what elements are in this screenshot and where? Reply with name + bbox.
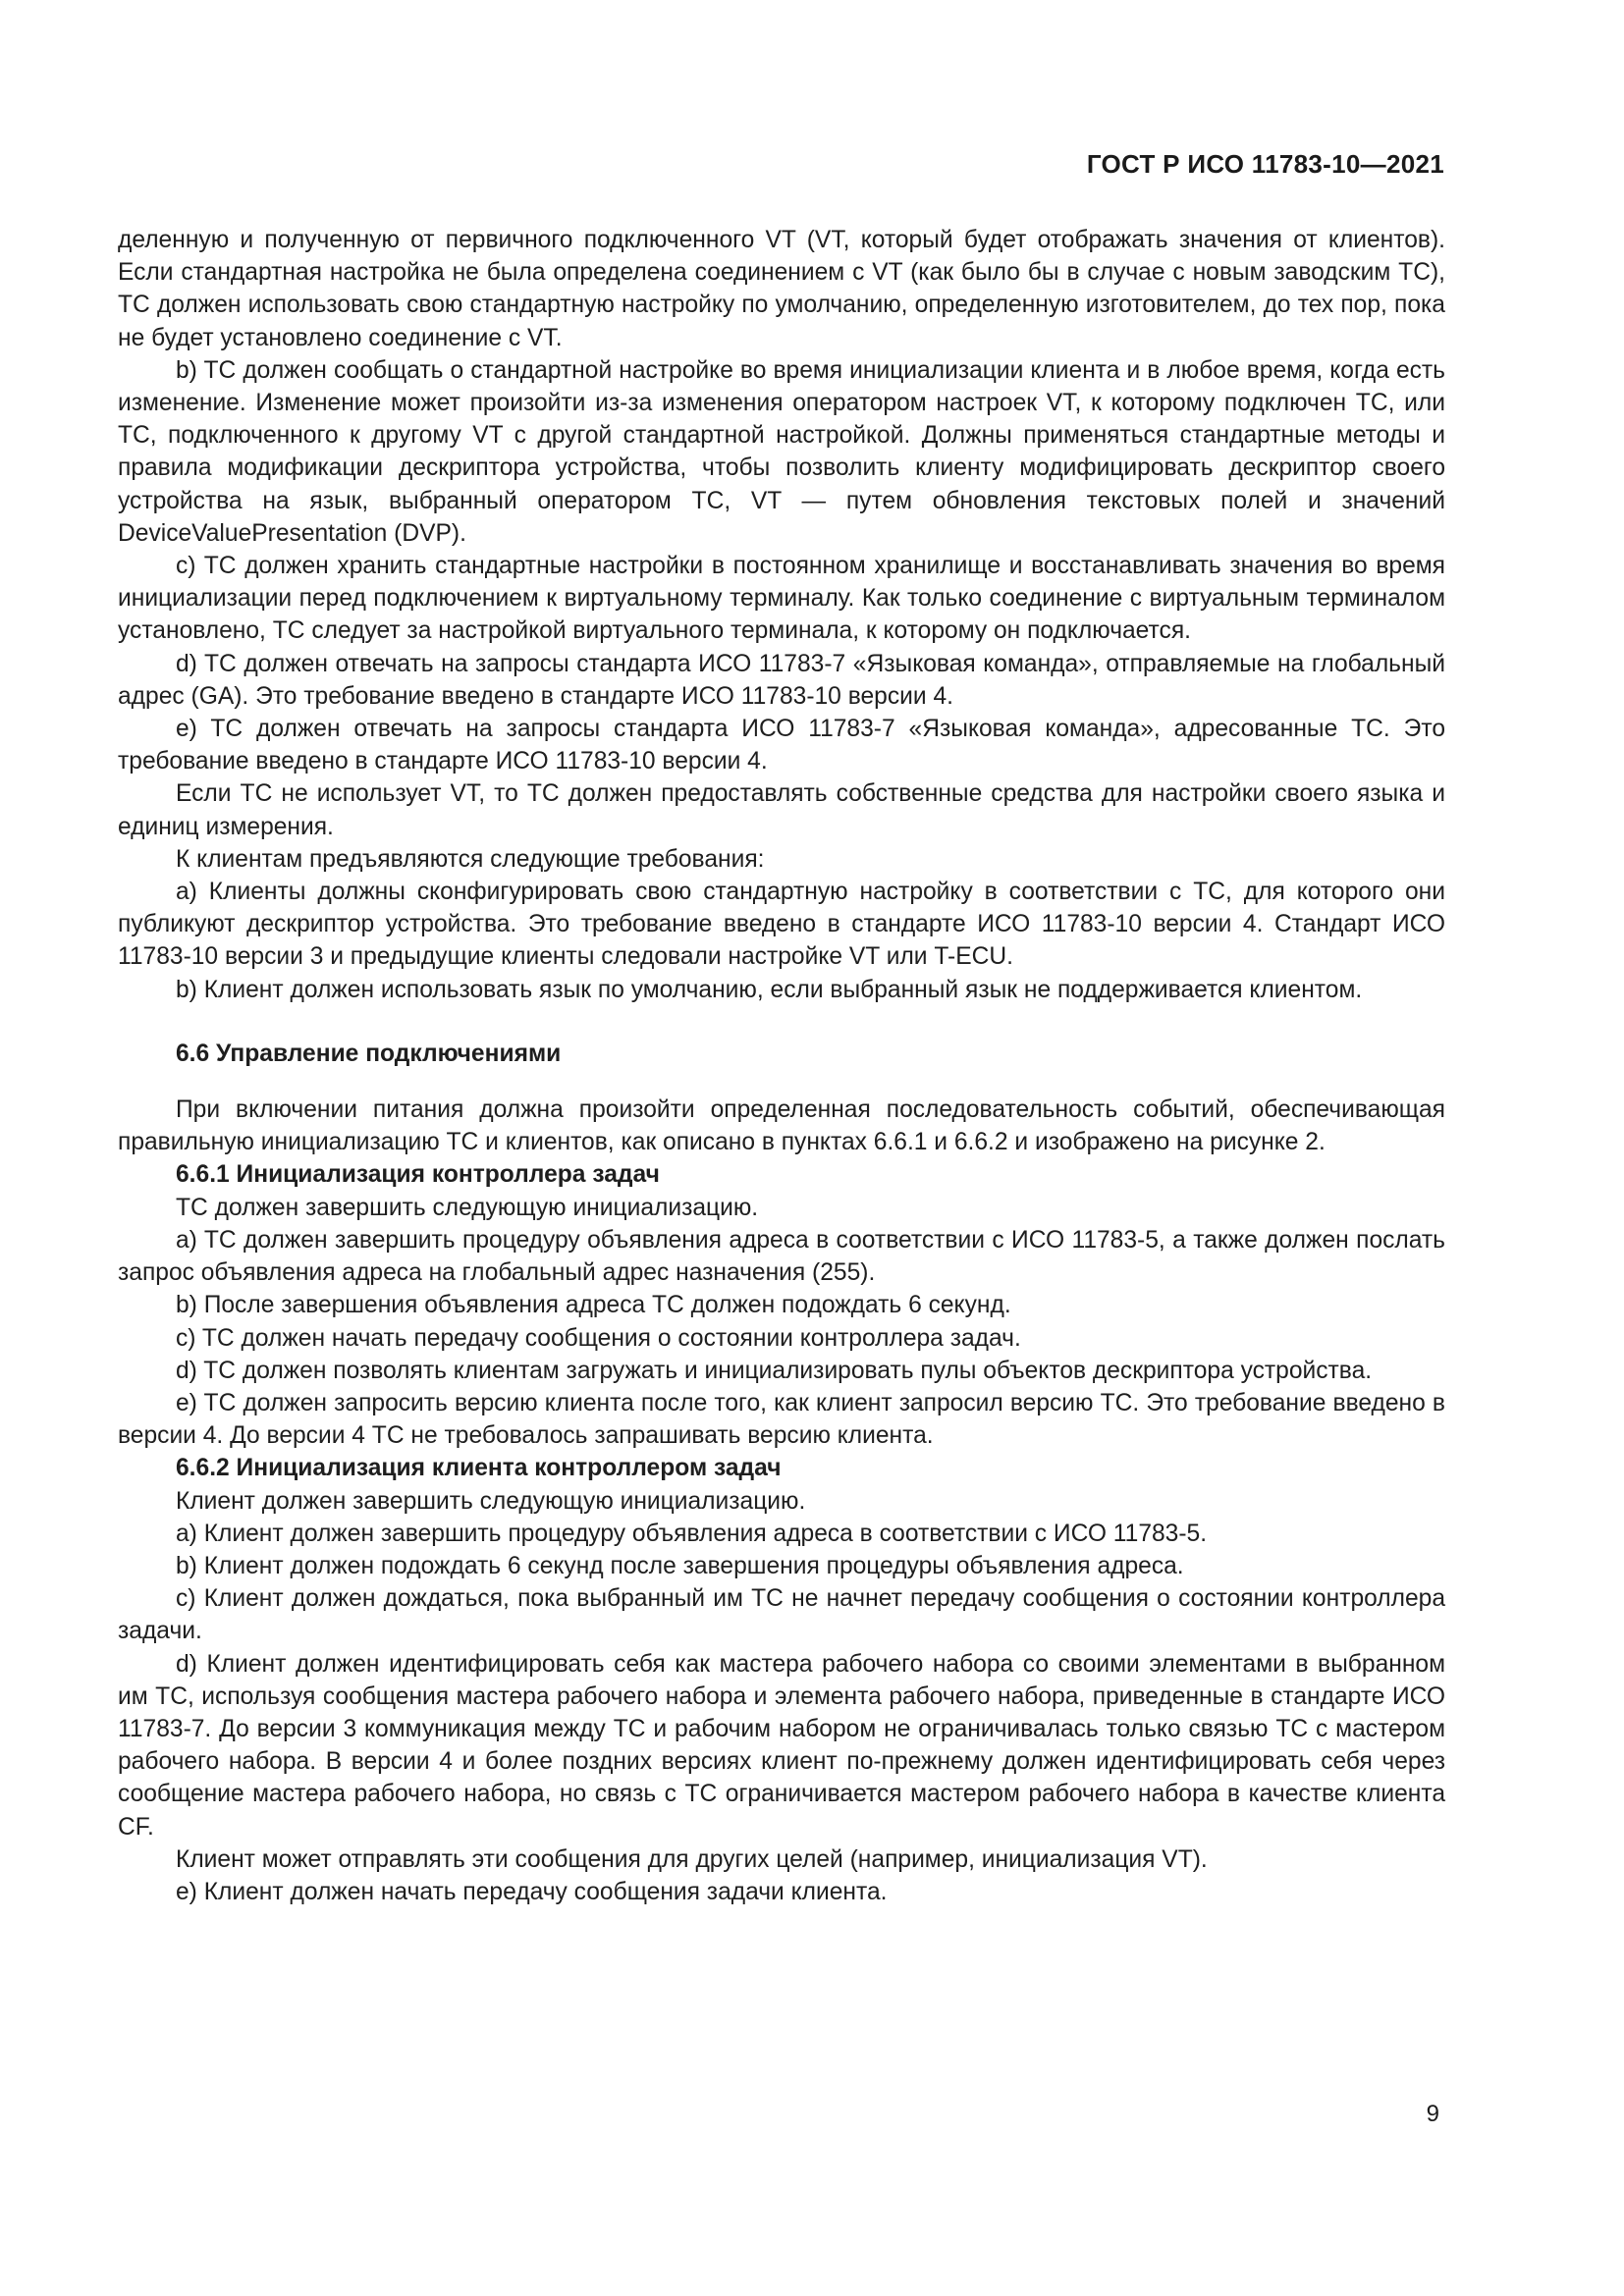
list-item-a: a) TC должен завершить процедуру объявления адреса в соответствии с ИСО 11783-5, а также должен послать запрос объявления адреса на глобальный адрес назначения (255). xyxy=(118,1226,1445,1287)
page-number: 9 xyxy=(1426,2101,1439,2127)
section-heading-6-6: 6.6 Управление подключениями xyxy=(176,1040,562,1067)
list-item-b: b) Клиент должен использовать язык по умолчанию, если выбранный язык не поддерживается клиентом. xyxy=(176,976,1363,1003)
list-item-e: e) Клиент должен начать передачу сообщения задачи клиента. xyxy=(176,1878,888,1905)
paragraph: TC должен завершить следующую инициализацию. xyxy=(176,1194,759,1221)
list-item-b: b) TC должен сообщать о стандартной настройке во время инициализации клиента и в любое время, когда есть изменение. Изменение может произойти из-за изменения оператором настроек VT, к которому подключен TC, или TC, подключенного к другому VT с другой стандартной настройкой. Должны применяться стандартные методы и правила модификации дескриптора устройства, чтобы позволить клиенту модифицировать дескриптор своего устройства на язык, выбранный оператором TC, VT — путем обновления текстовых полей и значений DeviceValuePresentation (DVP). xyxy=(118,356,1445,547)
paragraph: Клиент должен завершить следующую инициализацию. xyxy=(176,1487,806,1515)
list-item-e: e) TC должен отвечать на запросы стандарта ИСО 11783-7 «Языковая команда», адресованные TC. Это требование введено в стандарте ИСО 11783-10 версии 4. xyxy=(118,716,1445,775)
list-item-c: c) TC должен хранить стандартные настройки в постоянном хранилище и восстанавливать значения во время инициализации перед подключением к виртуальному терминалу. Как только соединение с виртуальным терминалом установлено, TC следует за настройкой виртуального терминала, к которому он подключается. xyxy=(118,553,1445,645)
list-item-a: a) Клиент должен завершить процедуру объявления адреса в соответствии с ИСО 11783-5. xyxy=(176,1520,1208,1547)
list-item-c: c) TC должен начать передачу сообщения о состоянии контроллера задач. xyxy=(176,1324,1021,1352)
subsection-heading-6-6-1: 6.6.1 Инициализация контроллера задач xyxy=(176,1161,660,1189)
list-item-b: b) После завершения объявления адреса TC должен подождать 6 секунд. xyxy=(176,1292,1011,1319)
paragraph-continuation: деленную и полученную от первичного подключенного VT (VT, который будет отображать значения от клиентов). Если стандартная настройка не была определена соединением с VT (как было бы в случае с новым заводским TC), TC должен использовать свою стандартную настройку по умолчанию, определенную изготовителем, до тех пор, пока не будет установлено соединение с VT. xyxy=(118,227,1445,351)
list-item-d: d) TC должен отвечать на запросы стандарта ИСО 11783-7 «Языковая команда», отправляемые на глобальный адрес (GA). Это требование введено в стандарте ИСО 11783-10 версии 4. xyxy=(118,650,1445,710)
standard-header: ГОСТ Р ИСО 11783-10—2021 xyxy=(1086,149,1444,179)
list-item-b: b) Клиент должен подождать 6 секунд после завершения процедуры объявления адреса. xyxy=(176,1552,1184,1579)
paragraph: К клиентам предъявляются следующие требования: xyxy=(176,845,765,873)
paragraph: Клиент может отправлять эти сообщения для других целей (например, инициализация VT). xyxy=(176,1845,1208,1873)
list-item-e: e) TC должен запросить версию клиента после того, как клиент запросил версию TC. Это требование введено в версии 4. До версии 4 TC не требовалось запрашивать версию клиента. xyxy=(118,1389,1445,1450)
subsection-heading-6-6-2: 6.6.2 Инициализация клиента контроллером задач xyxy=(176,1455,782,1482)
list-item-c: c) Клиент должен дождаться, пока выбранный им TC не начнет передачу сообщения о состоянии контроллера задачи. xyxy=(118,1585,1445,1645)
document-body xyxy=(118,224,1445,1908)
list-item-d: d) TC должен позволять клиентам загружать и инициализировать пулы объектов дескриптора устройства. xyxy=(176,1357,1373,1384)
paragraph: При включении питания должна произойти определенная последовательность событий, обеспечивающая правильную инициализацию TC и клиентов, как описано в пунктах 6.6.1 и 6.6.2 и изображено на рисунке 2. xyxy=(118,1096,1445,1156)
list-item-a: a) Клиенты должны сконфигурировать свою стандартную настройку в соответствии с TC, для которого они публикуют дескриптор устройства. Это требование введено в стандарте ИСО 11783-10 версии 4. Стандарт ИСО 11783-10 версии 3 и предыдущие клиенты следовали настройке VT или T-ECU. xyxy=(118,879,1445,971)
list-item-d: d) Клиент должен идентифицировать себя как мастера рабочего набора со своими элементами в выбранном им TC, используя сообщения мастера рабочего набора и элемента рабочего набора, приведенные в стандарте ИСО 11783-7. До версии 3 коммуникация между TC и рабочим набором не ограничивалась только связью TC с мастером рабочего набора. В версии 4 и более поздних версиях клиент по-прежнему должен идентифицировать себя через сообщение мастера рабочего набора, но связь с TC ограничивается мастером рабочего набора в качестве клиента CF. xyxy=(118,1650,1445,1841)
paragraph: Если TC не использует VT, то TC должен предоставлять собственные средства для настройки своего языка и единиц измерения. xyxy=(118,780,1445,840)
